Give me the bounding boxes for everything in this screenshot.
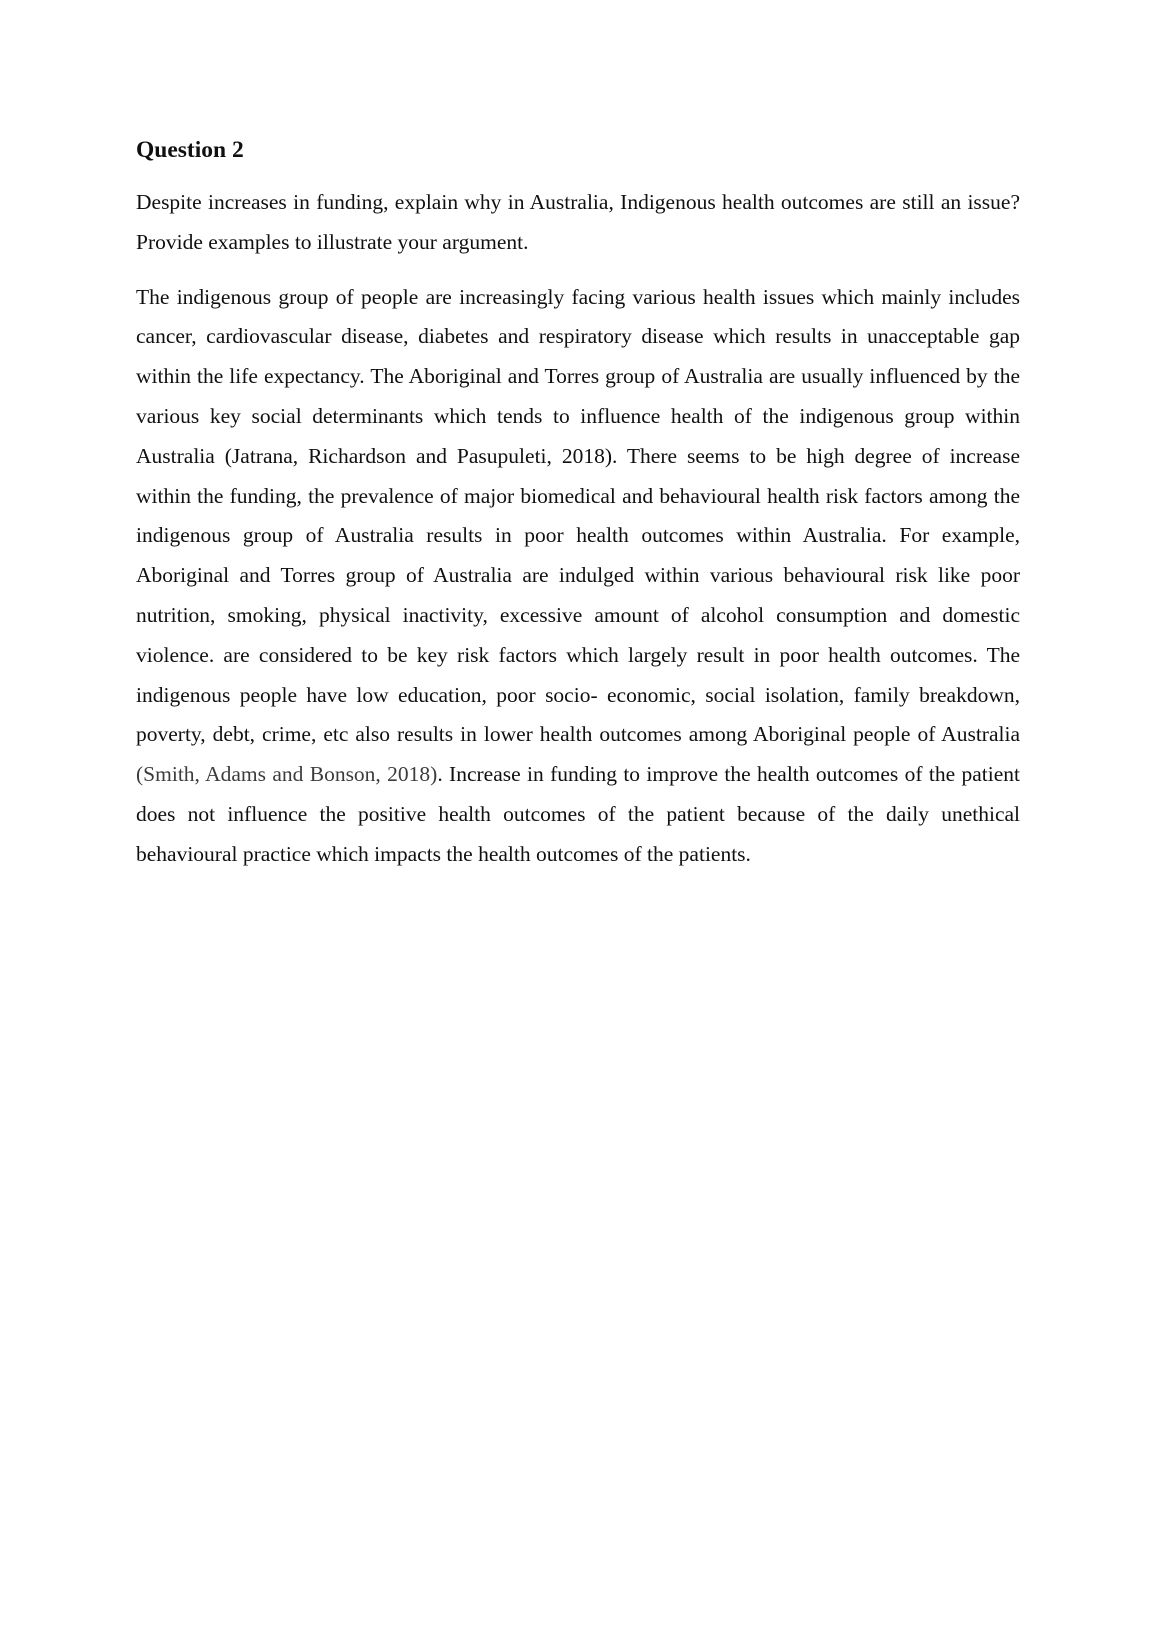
answer-text-after-citation: . Increase in funding to improve the health outcomes of the patient does not influence the positive health outcomes of the patient because of the daily unethical behavioural practice which impacts the health outcomes of the patients. xyxy=(136,762,1021,866)
citation-smith-adams-bonson: (Smith, Adams and Bonson, 2018) xyxy=(136,762,438,787)
question-text: Despite increases in funding, explain why in Australia, Indigenous health outcomes are still an issue? Provide examples to illustrate your argument. xyxy=(136,190,1020,254)
answer-paragraph xyxy=(136,278,1020,875)
question-heading: Question 2 xyxy=(136,137,244,163)
answer-text-before-citation: The indigenous group of people are increasingly facing various health issues which mainly includes cancer, cardiovascular disease, diabetes and respiratory disease which results in unacceptable gap within the life expectancy. The Aboriginal and Torres group of Australia are usually influenced by the various key social determinants which tends to influence health of the indigenous group within Australia (Jatrana, Richardson and Pasupuleti, 2018). There seems to be high degree of increase within the funding, the prevalence of major biomedical and behavioural health risk factors among the indigenous group of Australia results in poor health outcomes within Australia. For example, Aboriginal and Torres group of Australia are indulged within various behavioural risk like poor nutrition, smoking, physical inactivity, excessive amount of alcohol consumption and domestic violence. are considered to be key risk factors which largely result in poor health outcomes. The indigenous people have low education, poor socio- economic, social isolation, family breakdown, poverty, debt, crime, etc also results in lower health outcomes among Aboriginal people of Australia xyxy=(136,284,1020,747)
